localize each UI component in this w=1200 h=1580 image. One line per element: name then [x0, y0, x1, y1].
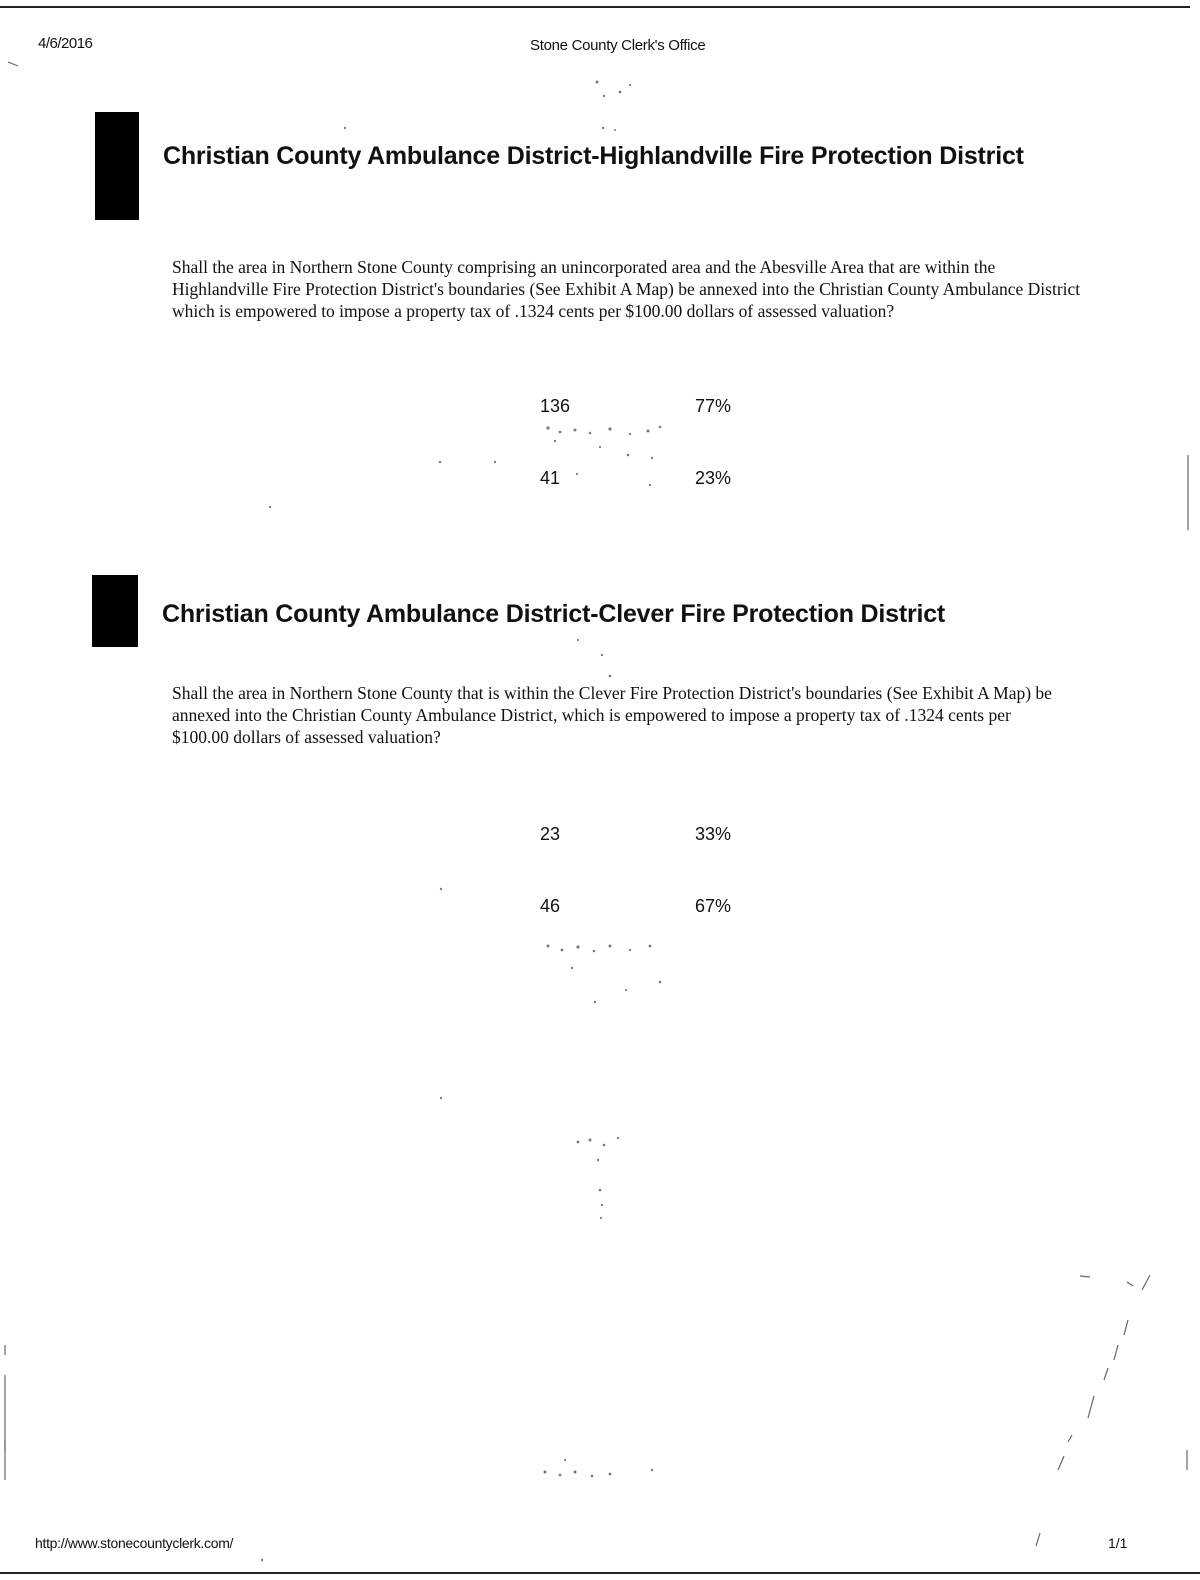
- votes-count: 136: [540, 396, 571, 416]
- page-number: 1/1: [1108, 1535, 1128, 1551]
- votes-percent: 33%: [695, 824, 732, 844]
- votes-count: 41: [540, 468, 561, 488]
- votes-percent: 67%: [695, 896, 732, 916]
- footer-url[interactable]: http://www.stonecountyclerk.com/: [35, 1535, 234, 1551]
- measure-title: Christian County Ambulance District-Highlandville Fire Protection District: [163, 142, 1024, 170]
- votes-percent: 77%: [695, 396, 732, 416]
- top-rule: [0, 6, 1190, 8]
- votes-count: 23: [540, 824, 561, 844]
- votes-count: 46: [540, 896, 561, 916]
- measure-title: Christian County Ambulance District-Clever Fire Protection District: [162, 600, 946, 628]
- ballot-question: Shall the area in Northern Stone County comprising an unincorporated area and the Abesville Area that are within the Highlandville Fire Protection District's boundaries (See Exhibit A Map) be annexed into the Christian County Ambulance District which is empowered to impose a property tax of .1324 cents per $100.00 dollars of assessed valuation?: [172, 257, 1081, 321]
- votes-percent: 23%: [695, 468, 732, 488]
- section-marker-bar: [92, 575, 138, 647]
- ballot-question: Shall the area in Northern Stone County that is within the Clever Fire Protection District's boundaries (See Exhibit A Map) be annexed into the Christian County Ambulance District, which is empowered to impose a property tax of .1324 cents per $100.00 dollars of assessed valuation?: [172, 683, 1052, 747]
- section-marker-bar: [95, 112, 139, 220]
- header-date: 4/6/2016: [38, 35, 93, 52]
- bottom-rule: [0, 1572, 1200, 1574]
- header-office: Stone County Clerk's Office: [530, 37, 706, 54]
